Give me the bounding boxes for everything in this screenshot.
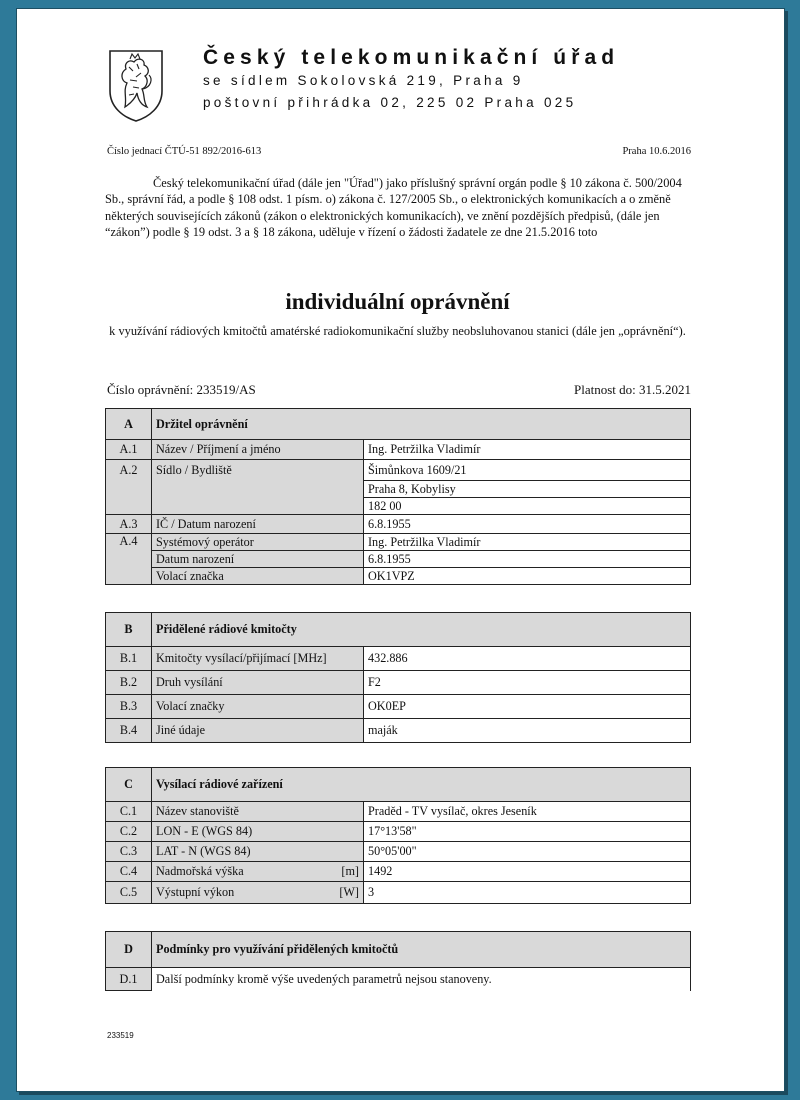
row-label [152, 862, 364, 882]
row-value: Ing. Petržilka Vladimír [364, 440, 691, 460]
row-value: 182 00 [364, 498, 691, 515]
table-row [106, 968, 691, 991]
validity-date: Platnost do: 31.5.2021 [573, 382, 691, 397]
row-value: 1492 [364, 862, 691, 882]
row-number: B.1 [106, 647, 152, 671]
footer-code: 233519 [107, 1031, 134, 1040]
row-value: Praděd - TV vysílač, okres Jeseník [364, 802, 691, 822]
row-label: Název / Příjmení a jméno [152, 440, 364, 460]
section-c-table [105, 767, 691, 904]
row-label: Sídlo / Bydliště [152, 460, 364, 515]
row-number: A.4 [106, 534, 152, 585]
row-label: Systémový operátor [152, 534, 364, 551]
row-value: OK0EP [364, 695, 691, 719]
row-number: A.1 [106, 440, 152, 460]
table-row [106, 882, 691, 904]
row-label: Datum narození [152, 551, 364, 568]
document-title: individuální oprávnění [285, 289, 510, 314]
row-value: 3 [364, 882, 691, 904]
section-letter: B [106, 613, 152, 647]
row-label: Druh vysílání [152, 671, 364, 695]
row-number: B.4 [106, 719, 152, 743]
table-row [106, 822, 691, 842]
row-label: Jiné údaje [152, 719, 364, 743]
row-number: D.1 [106, 968, 152, 991]
section-letter: C [106, 768, 152, 802]
table-row [106, 440, 691, 460]
unit-label: [W] [339, 885, 359, 899]
row-label: Kmitočty vysílací/přijímací [MHz] [152, 647, 364, 671]
row-value: 50°05'00" [364, 842, 691, 862]
section-a-table [105, 408, 691, 585]
table-row [106, 534, 691, 551]
table-row [106, 515, 691, 534]
row-value: 432.886 [364, 647, 691, 671]
section-letter: D [106, 932, 152, 968]
license-number: Číslo oprávnění: 233519/AS [107, 382, 256, 397]
document-page [16, 8, 785, 1092]
table-row [106, 671, 691, 695]
row-value: 6.8.1955 [364, 515, 691, 534]
office-name: Český telekomunikační úřad [203, 46, 620, 69]
row-value: Šimůnkova 1609/21 [364, 460, 691, 481]
section-letter: A [106, 409, 152, 440]
row-number: A.3 [106, 515, 152, 534]
row-value: 17°13'58" [364, 822, 691, 842]
unit-label: [m] [341, 864, 359, 878]
row-label: IČ / Datum narození [152, 515, 364, 534]
intro-paragraph: Český telekomunikační úřad (dále jen "Úřad") jako příslušný správní orgán podle § 10 zákona č. 500/2004 Sb., správní řád, a podle § 108 odst. 1 písm. o) zákona č. 127/2005 Sb., o elektronických komunikacích a o změně některých souvisejících zákonů (zákon o elektronických komunikacích), ve znění pozdějších předpisů, (dále jen “zákon”) podle § 19 odst. 3 a § 18 zákona, uděluje v řízení o žádosti žadatele ze dne 21.5.2016 toto [105, 176, 682, 239]
section-title: Přidělené rádiové kmitočty [152, 613, 691, 647]
section-b-table [105, 612, 691, 743]
section-title: Držitel oprávnění [152, 409, 691, 440]
row-label: LON - E (WGS 84) [152, 822, 364, 842]
label-text: Nadmořská výška [156, 864, 244, 878]
table-row [106, 647, 691, 671]
row-value: OK1VPZ [364, 568, 691, 585]
czech-lion-coat-of-arms-icon [107, 47, 165, 123]
row-number: A.2 [106, 460, 152, 515]
office-po-box: poštovní přihrádka 02, 225 02 Praha 025 [203, 95, 577, 110]
row-number: C.4 [106, 862, 152, 882]
row-value: Praha 8, Kobylisy [364, 481, 691, 498]
document-subtitle: k využívání rádiových kmitočtů amatérské radiokomunikační služby neobsluhovanou stanici (dále jen „oprávnění“). [109, 324, 686, 338]
office-address: se sídlem Sokolovská 219, Praha 9 [203, 73, 524, 88]
row-label [152, 882, 364, 904]
section-d-table [105, 931, 691, 991]
table-row [106, 719, 691, 743]
row-number: C.1 [106, 802, 152, 822]
table-row [106, 460, 691, 481]
row-value: F2 [364, 671, 691, 695]
section-title: Podmínky pro využívání přidělených kmitočtů [152, 932, 691, 968]
table-row [106, 695, 691, 719]
row-number: B.3 [106, 695, 152, 719]
row-number: C.2 [106, 822, 152, 842]
row-number: C.3 [106, 842, 152, 862]
reference-number: Číslo jednací ČTÚ-51 892/2016-613 [107, 146, 262, 157]
row-label: Název stanoviště [152, 802, 364, 822]
row-value: 6.8.1955 [364, 551, 691, 568]
row-value: Další podmínky kromě výše uvedených parametrů nejsou stanoveny. [152, 968, 691, 991]
table-row [106, 802, 691, 822]
row-number: C.5 [106, 882, 152, 904]
label-text: Výstupní výkon [156, 885, 235, 899]
row-label: Volací značka [152, 568, 364, 585]
row-number: B.2 [106, 671, 152, 695]
section-title: Vysílací rádiové zařízení [152, 768, 691, 802]
row-label: LAT - N (WGS 84) [152, 842, 364, 862]
row-label: Volací značky [152, 695, 364, 719]
table-row [106, 842, 691, 862]
row-value: maják [364, 719, 691, 743]
row-value: Ing. Petržilka Vladimír [364, 534, 691, 551]
place-date: Praha 10.6.2016 [622, 146, 691, 157]
table-row [106, 862, 691, 882]
